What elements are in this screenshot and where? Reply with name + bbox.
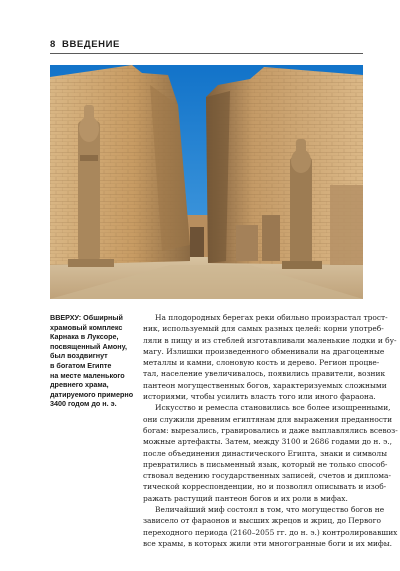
text-line: пантеон могущественных богов, характеризуемых сложными	[143, 380, 387, 390]
caption-line: храмовый комплекс	[50, 322, 123, 332]
header-rule	[50, 53, 363, 54]
text-line: Величайший миф состоял в том, что могущество богов не	[155, 505, 385, 515]
caption-line: Карнака в Луксоре,	[50, 332, 119, 342]
text-line: магу. Излишки произведенного обменивали на драгоценные	[143, 346, 385, 356]
text-line: зависело от фараонов и высших жрецов и жриц, до Первого	[143, 516, 381, 526]
text-line: ляли в пищу и из стеблей изготавливали маленькие лодки и бу-	[143, 335, 397, 345]
karnak-temple-photo	[50, 65, 363, 299]
caption-line: в богатом Египте	[50, 360, 112, 370]
text-line: переходного периода (2160–2055 гг. до н. э.) контролировавших	[143, 527, 398, 537]
temple-photo-icon	[50, 65, 363, 299]
text-line: металлы и камни, слоновую кость и дерево. Регион процве-	[143, 358, 380, 368]
section-title: ВВЕДЕНИЕ	[62, 39, 120, 50]
caption-line: датируемого примерно	[50, 389, 134, 399]
text-line: ражать растущий пантеон богов и их роли в мифах.	[143, 493, 348, 503]
text-line: историями, чтобы усилить власть того или иного фараона.	[143, 392, 376, 402]
photo-caption	[50, 313, 135, 409]
text-line: все храмы, в которых жили эти многогранные боги и их мифы.	[143, 538, 393, 548]
caption-line: был воздвигнут	[50, 351, 108, 361]
text-line: тал, население увеличивалось, появились правители, возник	[143, 369, 386, 379]
caption-line: 3400 годом до н. э.	[50, 399, 117, 409]
page-number: 8	[50, 39, 56, 50]
caption-line: посвященный Амону,	[50, 341, 128, 351]
text-line: ник, используемый для самых разных целей: корни употреб-	[143, 324, 384, 334]
text-line: На плодородных берегах реки обильно произрастал трост-	[155, 313, 388, 322]
text-line: тической корреспонденции, но и позволял описывать и изоб-	[143, 482, 387, 492]
caption-line: ВВЕРХУ: Обширный	[50, 313, 123, 322]
body-text	[143, 312, 398, 549]
text-line: ствовал ведению государственных записей, счетов и диплома-	[143, 471, 391, 481]
text-line: они служили древним египтянам для выражения преданности	[143, 414, 393, 424]
text-line: после объединения династического Египта, знаки и символы	[143, 448, 388, 458]
caption-line: древнего храма,	[50, 380, 109, 390]
paragraph	[143, 504, 398, 549]
text-line: Искусство и ремесла становились все более изощренными,	[155, 403, 391, 413]
running-header	[50, 39, 363, 53]
text-line: можные артефакты. Затем, между 3100 и 2686 годами до н. э.,	[143, 437, 392, 447]
paragraph	[143, 312, 397, 402]
paragraph	[143, 402, 398, 504]
caption-line: на месте маленького	[50, 370, 125, 380]
text-line: богам: вырезались, гравировались и даже выплавлялись всевоз-	[143, 425, 398, 435]
text-line: превратились в письменный язык, который не только способ-	[143, 459, 388, 469]
